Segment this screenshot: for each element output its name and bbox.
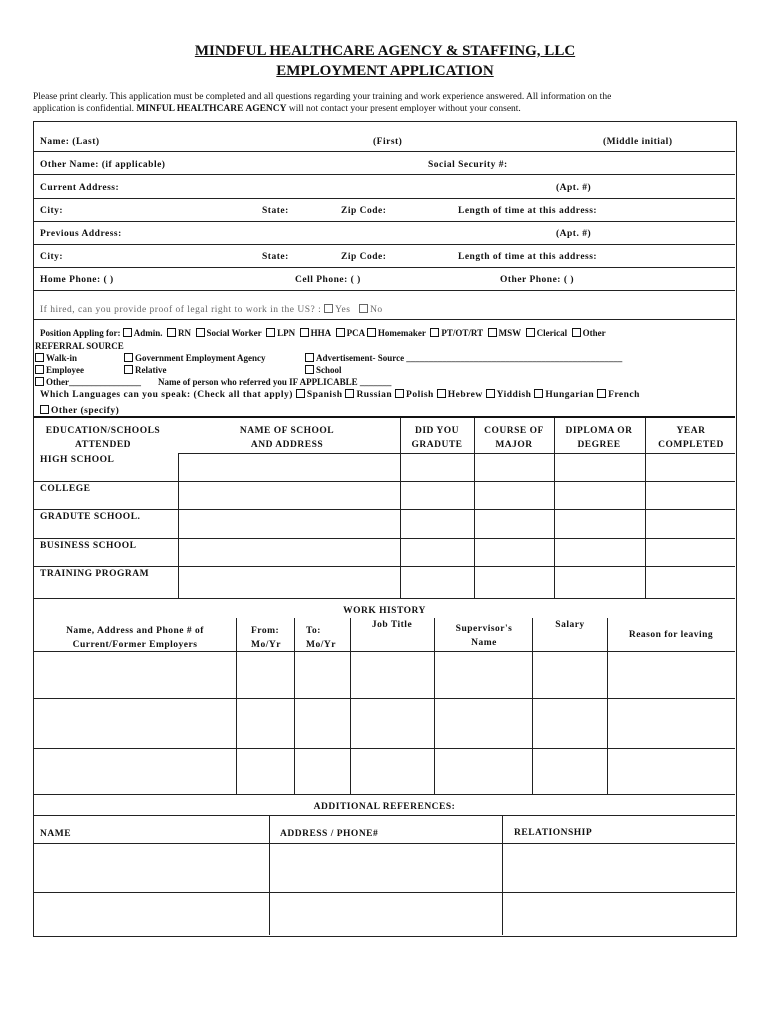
state-label-2: State: — [262, 252, 289, 262]
pt-ot-rt-checkbox[interactable] — [430, 328, 439, 337]
lpn-checkbox[interactable] — [266, 328, 275, 337]
pca-checkbox[interactable] — [336, 328, 345, 337]
msw-checkbox[interactable] — [488, 328, 497, 337]
edu-row-graduate-school: GRADUTE SCHOOL. — [40, 512, 141, 522]
yes-checkbox[interactable] — [324, 304, 333, 313]
yiddish-checkbox[interactable] — [486, 389, 495, 398]
name-last-label: Name: (Last) — [40, 137, 100, 147]
edu-row-high-school: HIGH SCHOOL — [40, 455, 115, 465]
work-col-reason: Reason for leaving — [628, 630, 714, 640]
apt-label-1: (Apt. #) — [556, 183, 592, 193]
rn-checkbox[interactable] — [167, 328, 176, 337]
edu-col-degree: DIPLOMA OR DEGREE — [565, 426, 633, 450]
length-label-2: Length of time at this address: — [458, 252, 598, 262]
admin-checkbox[interactable] — [123, 328, 132, 337]
position-label: Position Appling for: — [40, 328, 121, 338]
hha-checkbox[interactable] — [300, 328, 309, 337]
hebrew-checkbox[interactable] — [437, 389, 446, 398]
cell-phone-label: Cell Phone: ( ) — [295, 275, 361, 285]
no-checkbox[interactable] — [359, 304, 368, 313]
edu-col-name: NAME OF SCHOOL AND ADDRESS — [239, 426, 335, 450]
languages-row: Which Languages can you speak: (Check all that apply) Spanish Russian Polish Hebrew Yiddish Hungarian French — [40, 390, 640, 400]
city-label-2: City: — [40, 252, 64, 262]
edu-row-training-program: TRAINING PROGRAM — [40, 569, 150, 579]
yes-label: Yes — [335, 305, 351, 315]
position-row: Position Appling for: Admin. RN Social Worker LPN HHA PCA Homemaker PT/OT/RT MSW Clerical Other — [40, 328, 606, 338]
work-col-to: To: Mo/Yr — [306, 626, 336, 650]
zip-label-1: Zip Code: — [341, 206, 387, 216]
walkin-option[interactable]: Walk-in — [35, 353, 77, 363]
length-label-1: Length of time at this address: — [458, 206, 598, 216]
work-col-employer: Name, Address and Phone # of Current/Former Employers — [66, 626, 204, 650]
edu-col-year: YEAR COMPLETED — [658, 426, 724, 450]
references-title: ADDITIONAL REFERENCES: — [313, 802, 456, 812]
social-worker-checkbox[interactable] — [196, 328, 205, 337]
languages-label: Which Languages can you speak: (Check all that apply) — [40, 390, 293, 400]
edu-row-business-school: BUSINESS SCHOOL — [40, 541, 137, 551]
russian-checkbox[interactable] — [345, 389, 354, 398]
other-language-option[interactable]: Other (specify) — [40, 405, 119, 416]
advertisement-option[interactable]: Advertisement- Source ________________________________________________ — [305, 353, 622, 363]
polish-checkbox[interactable] — [395, 389, 404, 398]
work-history-title: WORK HISTORY — [343, 606, 426, 616]
work-col-supervisor: Supervisor's Name — [455, 624, 513, 648]
name-middle-label: (Middle initial) — [603, 137, 673, 147]
referred-by-label: Name of person who referred you IF APPLICABLE _______ — [158, 377, 392, 387]
other-position-checkbox[interactable] — [572, 328, 581, 337]
edu-row-college: COLLEGE — [40, 484, 91, 494]
apt-label-2: (Apt. #) — [556, 229, 592, 239]
other-name-label: Other Name: (if applicable) — [40, 160, 166, 170]
form-subtitle: EMPLOYMENT APPLICATION — [276, 63, 494, 79]
edu-col-graduate: DID YOU GRADUTE — [411, 426, 463, 450]
work-col-job-title: Job Title — [371, 620, 413, 630]
work-col-from: From: Mo/Yr — [251, 626, 281, 650]
ssn-label: Social Security #: — [428, 160, 508, 170]
intro-line-1: Please print clearly. This application must be completed and all questions regarding your training and work experience answered. All information on the — [33, 92, 612, 102]
ref-col-address: ADDRESS / PHONE# — [280, 829, 379, 839]
edu-col-schools: EDUCATION/SCHOOLS ATTENDED — [45, 426, 161, 450]
legal-right-question: If hired, can you provide proof of legal right to work in the US? : Yes No — [40, 305, 383, 315]
other-referral-option[interactable]: Other________________ — [35, 377, 141, 387]
state-label-1: State: — [262, 206, 289, 216]
intro-line-2: application is confidential. MINFUL HEALTHCARE AGENCY will not contact your present employer without your consent. — [33, 104, 521, 114]
relative-option[interactable]: Relative — [124, 365, 167, 375]
city-label-1: City: — [40, 206, 64, 216]
spanish-checkbox[interactable] — [296, 389, 305, 398]
intro-text — [33, 91, 733, 115]
work-col-salary: Salary — [555, 620, 585, 630]
current-address-label: Current Address: — [40, 183, 120, 193]
edu-col-major: COURSE OF MAJOR — [484, 426, 544, 450]
ref-col-name: NAME — [40, 829, 72, 839]
homemaker-checkbox[interactable] — [367, 328, 376, 337]
government-option[interactable]: Government Employment Agency — [124, 353, 266, 363]
clerical-checkbox[interactable] — [526, 328, 535, 337]
form-title: MINDFUL HEALTHCARE AGENCY & STAFFING, LLC — [194, 43, 576, 59]
hungarian-checkbox[interactable] — [534, 389, 543, 398]
home-phone-label: Home Phone: ( ) — [40, 275, 114, 285]
employee-option[interactable]: Employee — [35, 365, 84, 375]
name-first-label: (First) — [373, 137, 403, 147]
no-label: No — [370, 305, 383, 315]
zip-label-2: Zip Code: — [341, 252, 387, 262]
ref-col-relationship: RELATIONSHIP — [514, 828, 593, 838]
school-option[interactable]: School — [305, 365, 342, 375]
french-checkbox[interactable] — [597, 389, 606, 398]
previous-address-label: Previous Address: — [40, 229, 122, 239]
referral-title: REFERRAL SOURCE — [35, 341, 124, 351]
other-phone-label: Other Phone: ( ) — [500, 275, 575, 285]
